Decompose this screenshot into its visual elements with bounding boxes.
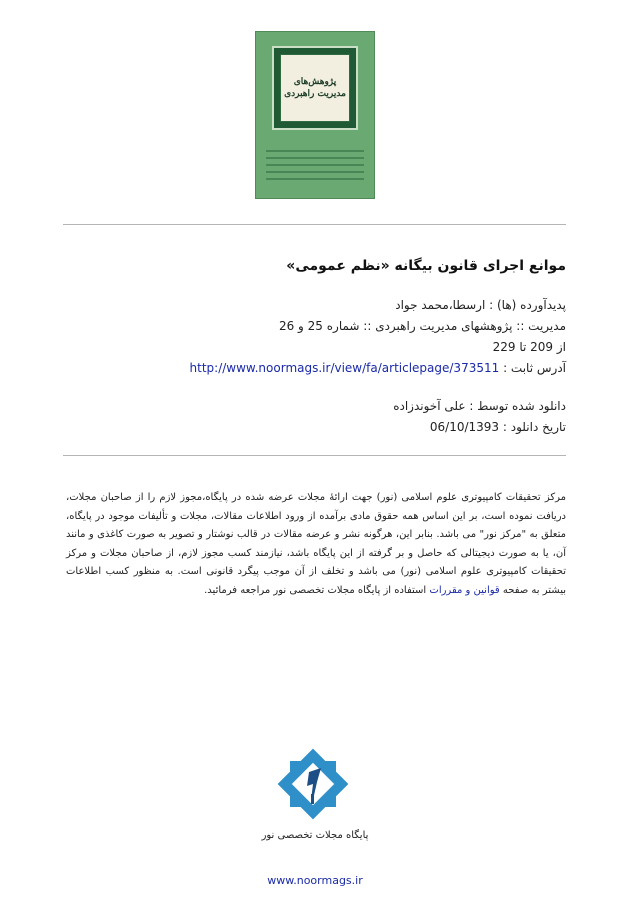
article-title: موانع اجرای قانون بیگانه «نظم عمومی» <box>286 258 566 274</box>
cover-contents-lines <box>266 150 364 185</box>
url-label: آدرس ثابت : <box>503 361 566 375</box>
site-url[interactable]: www.noormags.ir <box>267 874 363 887</box>
logo-caption: پایگاه مجلات تخصصی نور <box>261 830 369 841</box>
notice-last-post: استفاده از پایگاه مجلات تخصصی نور مراجعه فرمائید. <box>204 584 427 596</box>
article-meta <box>190 295 566 379</box>
download-date-line <box>393 417 566 438</box>
journal-label: مدیریت :: <box>516 319 566 333</box>
journal-value: پژوهشهای مدیریت راهبردی :: شماره 25 و 26 <box>278 319 513 333</box>
copyright-notice <box>66 489 566 600</box>
cover-title-line2: مدیریت راهبردی <box>284 89 346 99</box>
pages-line: از 209 تا 229 <box>492 340 566 354</box>
author-line <box>190 295 566 316</box>
download-info <box>393 396 566 438</box>
rules-link[interactable]: قوانین و مقررات <box>429 584 500 596</box>
cover-title-line1: پژوهش‌های <box>293 77 337 87</box>
downloaded-by-line <box>393 396 566 417</box>
author-value: ارسطا،محمد جواد <box>395 298 486 312</box>
downloaded-by-label: دانلود شده توسط : <box>469 399 566 413</box>
article-url-link[interactable]: http://www.noormags.ir/view/fa/articlepage/373511 <box>189 361 500 375</box>
author-label: پدیدآورده (ها) : <box>489 298 566 312</box>
url-line <box>190 358 566 379</box>
download-date-value: 06/10/1393 <box>429 420 500 434</box>
noormags-logo-icon <box>271 742 355 826</box>
journal-cover-image <box>255 31 375 199</box>
download-date-label: تاریخ دانلود : <box>502 420 566 434</box>
cover-title-panel <box>272 46 358 130</box>
notice-last-pre: به منظور کسب اطلاعات بیشتر به صفحه <box>66 566 566 596</box>
downloaded-by-value: علی آخوندزاده <box>393 399 466 413</box>
journal-line <box>190 316 566 337</box>
top-divider <box>63 224 566 225</box>
middle-divider <box>63 455 566 456</box>
notice-text: مرکز تحقیقات کامپیوتری علوم اسلامی (نور) جهت ارائهٔ مجلات عرضه شده در پایگاه،مجوز لازم را از صاحبان مجلات، دریافت نموده است، بر این اساس همه حقوق مادی برآمده از ورود اطلاعات مقالات، مجلات و تألیفات موجود در پایگاه، متعلق به "مرکز نور" می باشد. بنابر این، هرگونه نشر و عرضه مقالات در قالب نوشتار و تصویر به صورت کاغذی و مانند آن، یا به صورت دیجیتالی که حاصل و بر گرفته از این پایگاه باشد، نیازمند کسب مجوز لازم، از صاحبان مجلات و مرکز تحقیقات کامپیوتری علوم اسلامی (نور) می باشد و تخلف از آن موجب پیگرد قانونی است. <box>66 492 566 577</box>
